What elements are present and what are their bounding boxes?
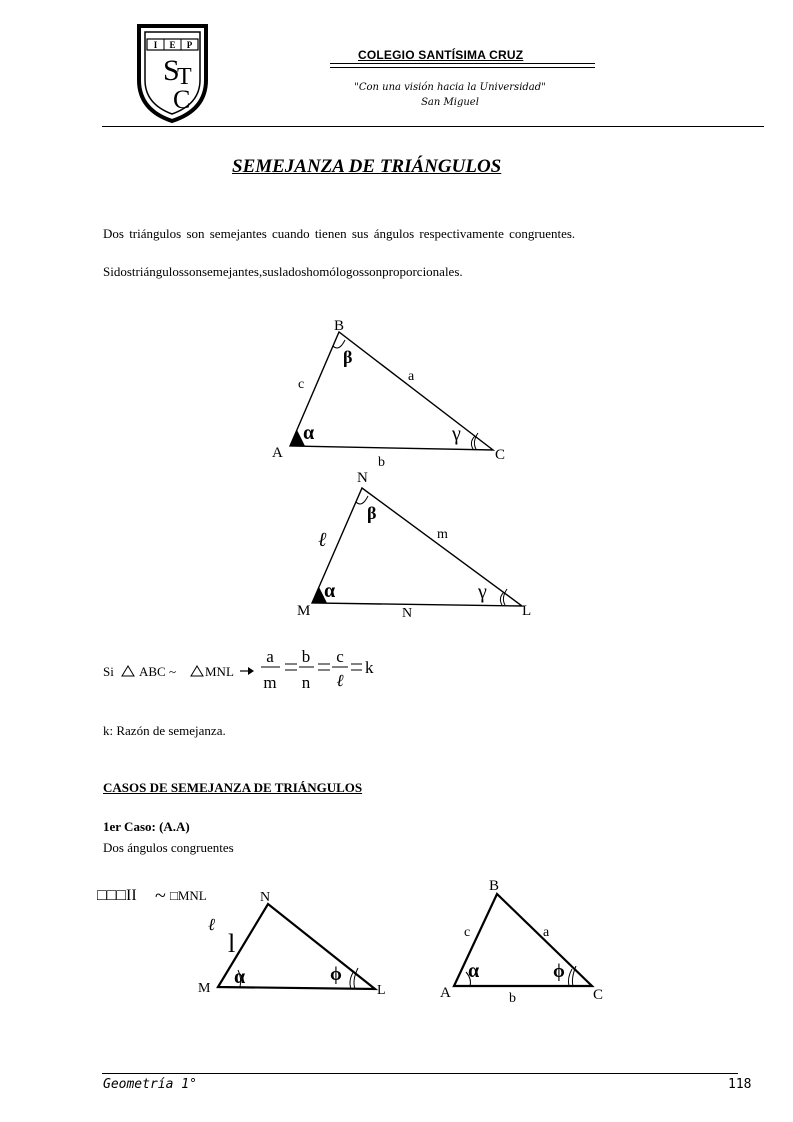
side-c-label: c <box>298 377 305 392</box>
ratio-numerator: c <box>336 647 344 666</box>
side-ell-label: ℓ <box>318 529 327 551</box>
school-name: COLEGIO SANTÍSIMA CRUZ <box>358 48 524 62</box>
logo-letter: E <box>169 40 176 50</box>
vertex-b-label: B <box>489 878 500 894</box>
cases-heading: CASOS DE SEMEJANZA DE TRIÁNGULOS <box>103 780 363 795</box>
triangle-symbol-icon <box>190 664 204 678</box>
triangle-mnl-diagram <box>290 466 550 626</box>
side-ell-label: ℓ <box>208 915 216 934</box>
angle-alpha-label: α <box>303 422 315 444</box>
case1-mnl: □MNL <box>170 888 207 903</box>
proportion-paragraph: Sidostriángulossonsemejantes,susladoshomólogossonproporcionales. <box>103 264 463 279</box>
school-motto: "Con una visión hacia la Universidad" <box>354 82 546 93</box>
side-c-label: c <box>464 925 471 940</box>
ratio-numerator: a <box>266 647 274 666</box>
vertex-m-label: M <box>297 603 311 619</box>
page-number: 118 <box>728 1077 752 1092</box>
vertex-a-label: A <box>440 985 451 1001</box>
angle-beta-label: β <box>367 503 377 523</box>
case1-description: Dos ángulos congruentes <box>103 840 234 855</box>
ratio-denominator: ℓ <box>336 671 344 690</box>
case1-triangle-abc <box>437 874 617 1014</box>
ratio-note: k: Razón de semejanza. <box>103 723 226 738</box>
angle-phi-label: ϕ <box>330 964 342 985</box>
header-divider <box>102 126 764 127</box>
page-title: SEMEJANZA DE TRIÁNGULOS <box>232 156 502 177</box>
definition-paragraph: Dos triángulos son semejantes cuando tienen sus ángulos respectivamente congruentes. <box>103 226 576 241</box>
similarity-mnl: MNL <box>205 664 234 679</box>
vertex-n-label: N <box>260 890 271 905</box>
vertex-n-label: N <box>357 470 368 486</box>
side-b-label: b <box>509 991 516 1006</box>
angle-alpha-label: α <box>324 580 336 602</box>
vertex-l-label: L <box>522 603 532 619</box>
ratio-denominator: n <box>301 673 311 692</box>
vertex-a-label: A <box>272 445 283 461</box>
case1-symbols: □□□II <box>97 887 137 904</box>
svg-text:S: S <box>163 54 180 87</box>
triangle-abc-diagram <box>265 312 525 472</box>
vertex-c-label: C <box>495 447 506 463</box>
svg-text:C: C <box>173 85 191 114</box>
footer-subject: Geometría 1° <box>103 1077 197 1092</box>
ratio-constant: k <box>365 658 374 677</box>
logo-letter: P <box>186 40 193 50</box>
side-a-label: a <box>408 369 415 384</box>
side-one-label: l <box>228 929 236 958</box>
similarity-abc: ABC ~ <box>139 664 177 679</box>
side-m-label: m <box>437 527 448 542</box>
arrow-right-icon <box>240 666 254 676</box>
vertex-m-label: M <box>198 981 211 996</box>
angle-alpha-label: α <box>234 966 246 988</box>
angle-alpha-label: α <box>468 960 480 982</box>
side-a-label: a <box>543 925 550 940</box>
angle-gamma-label: γ <box>452 423 461 445</box>
logo-letter: I <box>153 40 158 50</box>
side-b-label: b <box>378 455 385 470</box>
vertex-l-label: L <box>377 983 386 998</box>
angle-phi-label: ϕ <box>553 961 565 982</box>
vertex-c-label: C <box>593 987 604 1003</box>
footer-divider <box>102 1073 738 1074</box>
similarity-prefix: Si <box>103 664 114 679</box>
side-n-label: N <box>402 606 413 621</box>
school-location: San Miguel <box>421 97 479 108</box>
vertex-b-label: B <box>334 318 345 334</box>
header-double-rule <box>330 63 595 68</box>
triangle-symbol-icon <box>121 664 135 678</box>
ratio-denominator: m <box>263 673 277 692</box>
ratio-equation <box>258 645 388 693</box>
ratio-numerator: b <box>301 647 311 666</box>
angle-gamma-label: γ <box>478 581 487 603</box>
case1-triangle-mnl <box>190 886 400 1006</box>
case1-tilde: ~ <box>155 885 166 907</box>
angle-beta-label: β <box>343 347 353 367</box>
case1-title: 1er Caso: (A.A) <box>103 819 190 834</box>
school-logo <box>135 22 210 124</box>
svg-text:T: T <box>177 64 192 90</box>
